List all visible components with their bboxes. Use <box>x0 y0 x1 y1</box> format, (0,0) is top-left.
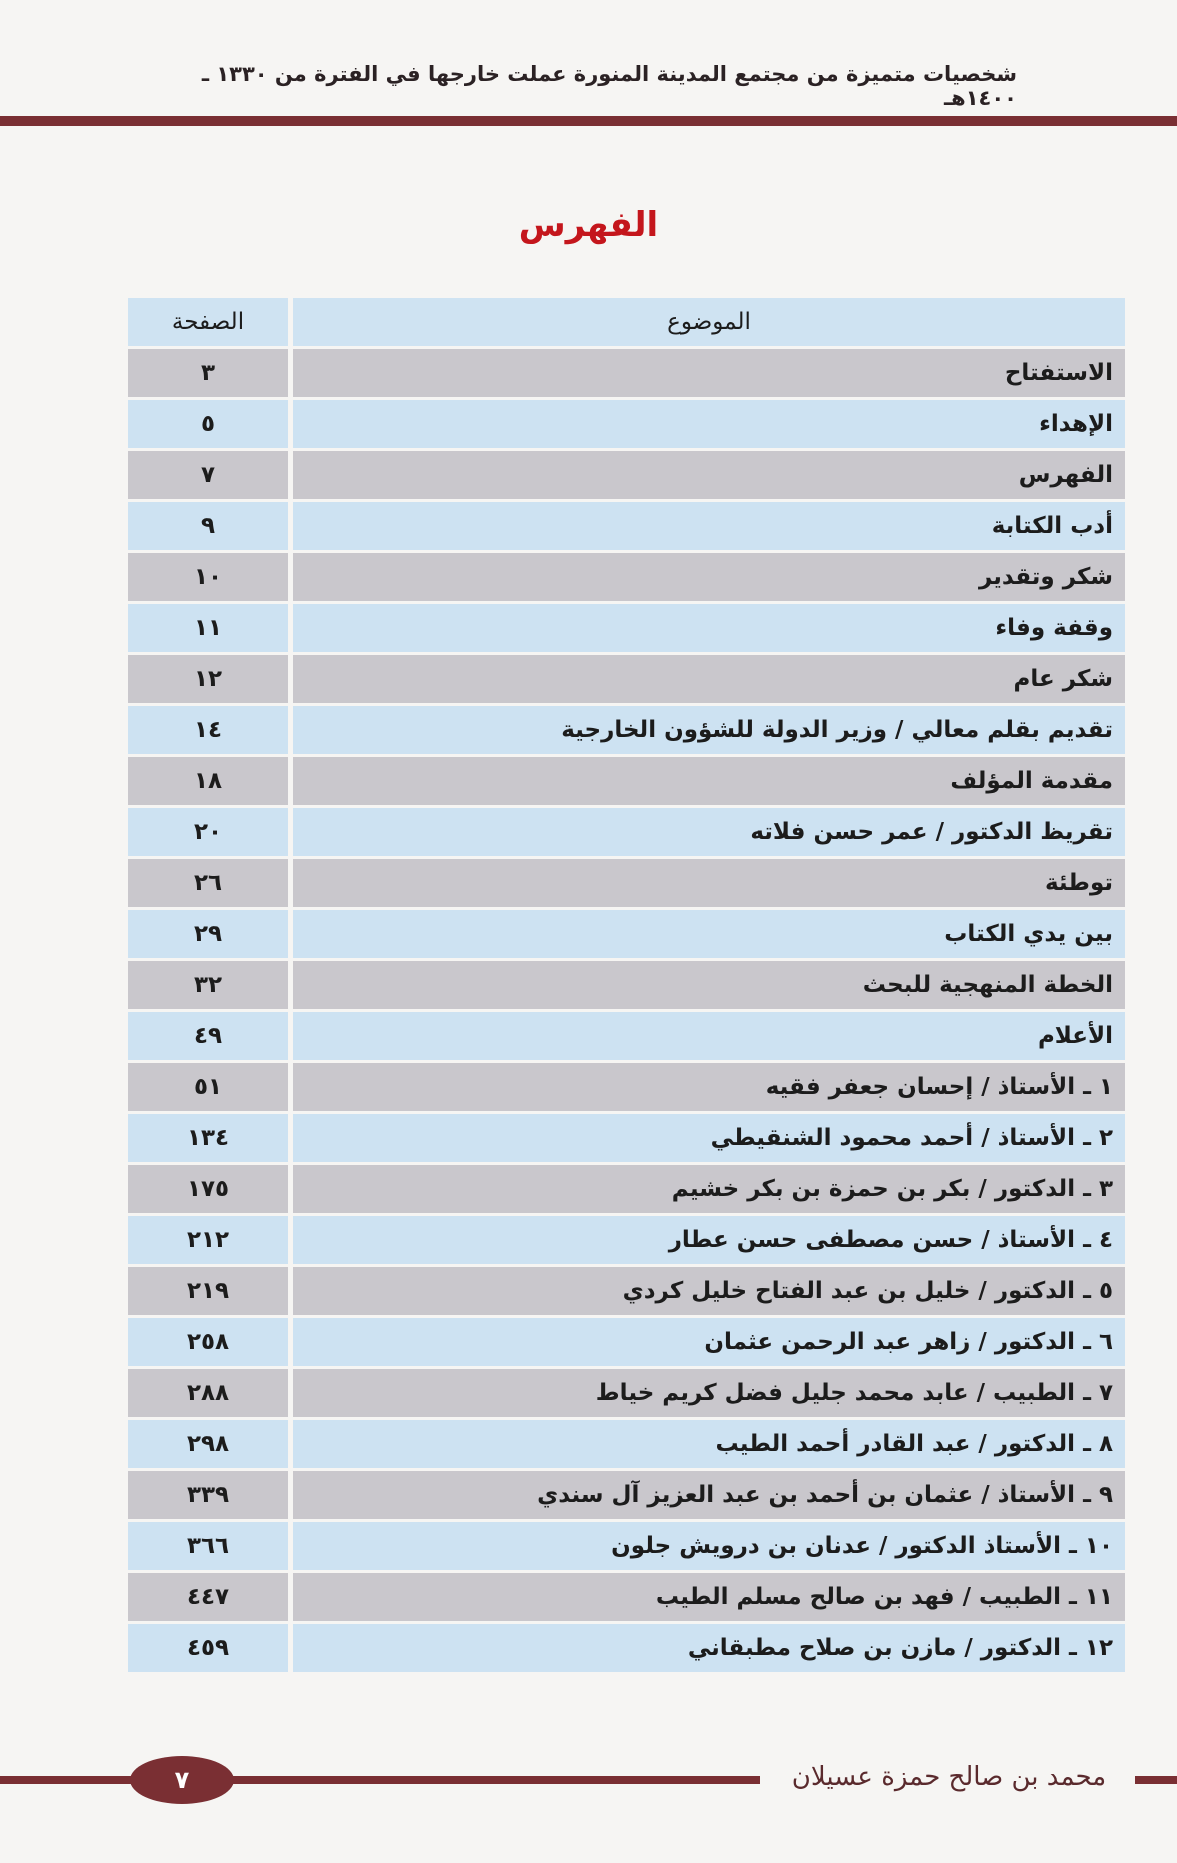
toc-entry-page: ٢٦ <box>128 859 293 907</box>
table-row <box>128 1063 1125 1111</box>
table-row <box>128 400 1125 448</box>
toc-entry-topic: الفهرس <box>293 451 1125 499</box>
toc-entry-page: ٣٢ <box>128 961 293 1009</box>
toc-entry-topic: توطئة <box>293 859 1125 907</box>
toc-entry-page: ٢٩٨ <box>128 1420 293 1468</box>
toc-entry-page: ٧ <box>128 451 293 499</box>
table-row <box>128 1522 1125 1570</box>
table-row <box>128 604 1125 652</box>
table-row <box>128 502 1125 550</box>
table-row <box>128 1471 1125 1519</box>
toc-entry-topic: شكر عام <box>293 655 1125 703</box>
table-row <box>128 757 1125 805</box>
toc-entry-topic: ٢ ـ الأستاذ / أحمد محمود الشنقيطي <box>293 1114 1125 1162</box>
toc-entry-topic: الخطة المنهجية للبحث <box>293 961 1125 1009</box>
toc-entry-page: ٣٣٩ <box>128 1471 293 1519</box>
toc-entry-topic: ١٢ ـ الدكتور / مازن بن صلاح مطبقاني <box>293 1624 1125 1672</box>
toc-entry-page: ٤٤٧ <box>128 1573 293 1621</box>
table-row <box>128 808 1125 856</box>
toc-entry-page: ١٨ <box>128 757 293 805</box>
toc-entry-topic: وقفة وفاء <box>293 604 1125 652</box>
table-row <box>128 1573 1125 1621</box>
toc-entry-page: ٣ <box>128 349 293 397</box>
table-row <box>128 961 1125 1009</box>
toc-entry-topic: ٣ ـ الدكتور / بكر بن حمزة بن بكر خشيم <box>293 1165 1125 1213</box>
footer-rule-left <box>0 1776 760 1784</box>
toc-entry-page: ١٠ <box>128 553 293 601</box>
page-number-badge: ٧ <box>130 1756 234 1804</box>
toc-entry-page: ١٣٤ <box>128 1114 293 1162</box>
toc-entry-topic: أدب الكتابة <box>293 502 1125 550</box>
toc-entry-page: ٤٥٩ <box>128 1624 293 1672</box>
table-header-row <box>128 298 1125 346</box>
table-body <box>128 349 1125 1672</box>
table-row <box>128 1624 1125 1672</box>
toc-entry-topic: ٥ ـ الدكتور / خليل بن عبد الفتاح خليل كردي <box>293 1267 1125 1315</box>
author-name: محمد بن صالح حمزة عسيلان <box>791 1762 1107 1792</box>
toc-entry-page: ٢٥٨ <box>128 1318 293 1366</box>
table-row <box>128 1165 1125 1213</box>
toc-entry-topic: بين يدي الكتاب <box>293 910 1125 958</box>
toc-entry-page: ٥١ <box>128 1063 293 1111</box>
toc-entry-topic: ٩ ـ الأستاذ / عثمان بن أحمد بن عبد العزيز آل سندي <box>293 1471 1125 1519</box>
table-row <box>128 451 1125 499</box>
toc-entry-page: ١٤ <box>128 706 293 754</box>
toc-entry-topic: ٦ ـ الدكتور / زاهر عبد الرحمن عثمان <box>293 1318 1125 1366</box>
table-row <box>128 1114 1125 1162</box>
toc-entry-page: ٢٩ <box>128 910 293 958</box>
table-row <box>128 349 1125 397</box>
table-row <box>128 1420 1125 1468</box>
toc-entry-page: ٣٦٦ <box>128 1522 293 1570</box>
page-title: الفهرس <box>518 205 659 245</box>
header-rule <box>0 116 1177 126</box>
toc-entry-page: ٢١٩ <box>128 1267 293 1315</box>
toc-entry-topic: ١١ ـ الطبيب / فهد بن صالح مسلم الطيب <box>293 1573 1125 1621</box>
toc-entry-page: ٥ <box>128 400 293 448</box>
table-row <box>128 1369 1125 1417</box>
toc-entry-page: ١٢ <box>128 655 293 703</box>
table-row <box>128 553 1125 601</box>
table-row <box>128 1216 1125 1264</box>
toc-entry-topic: تقريظ الدكتور / عمر حسن فلاته <box>293 808 1125 856</box>
table-row <box>128 859 1125 907</box>
toc-entry-page: ٩ <box>128 502 293 550</box>
toc-entry-page: ٢٨٨ <box>128 1369 293 1417</box>
toc-entry-topic: مقدمة المؤلف <box>293 757 1125 805</box>
table-row <box>128 655 1125 703</box>
table-of-contents <box>128 295 1125 1675</box>
toc-entry-page: ٢١٢ <box>128 1216 293 1264</box>
toc-entry-topic: ٤ ـ الأستاذ / حسن مصطفى حسن عطار <box>293 1216 1125 1264</box>
toc-entry-page: ٢٠ <box>128 808 293 856</box>
toc-entry-topic: ١ ـ الأستاذ / إحسان جعفر فقيه <box>293 1063 1125 1111</box>
table-row <box>128 706 1125 754</box>
table-row <box>128 1267 1125 1315</box>
table-row <box>128 1318 1125 1366</box>
toc-entry-topic: ٨ ـ الدكتور / عبد القادر أحمد الطيب <box>293 1420 1125 1468</box>
column-header-page: الصفحة <box>128 298 293 346</box>
column-header-topic: الموضوع <box>293 298 1125 346</box>
toc-entry-topic: تقديم بقلم معالي / وزير الدولة للشؤون الخارجية <box>293 706 1125 754</box>
toc-entry-page: ٤٩ <box>128 1012 293 1060</box>
toc-entry-topic: ١٠ ـ الأستاذ الدكتور / عدنان بن درويش جلون <box>293 1522 1125 1570</box>
toc-entry-page: ١١ <box>128 604 293 652</box>
running-header-title: شخصيات متميزة من مجتمع المدينة المنورة عملت خارجها في الفترة من ١٣٣٠ ـ ١٤٠٠هـ <box>201 62 1017 110</box>
toc-entry-topic: ٧ ـ الطبيب / عابد محمد جليل فضل كريم خياط <box>293 1369 1125 1417</box>
footer-rule-right <box>1135 1776 1177 1784</box>
toc-entry-topic: شكر وتقدير <box>293 553 1125 601</box>
table-row <box>128 1012 1125 1060</box>
toc-entry-page: ١٧٥ <box>128 1165 293 1213</box>
toc-entry-topic: الاستفتاح <box>293 349 1125 397</box>
table-row <box>128 910 1125 958</box>
toc-entry-topic: الإهداء <box>293 400 1125 448</box>
toc-entry-topic: الأعلام <box>293 1012 1125 1060</box>
